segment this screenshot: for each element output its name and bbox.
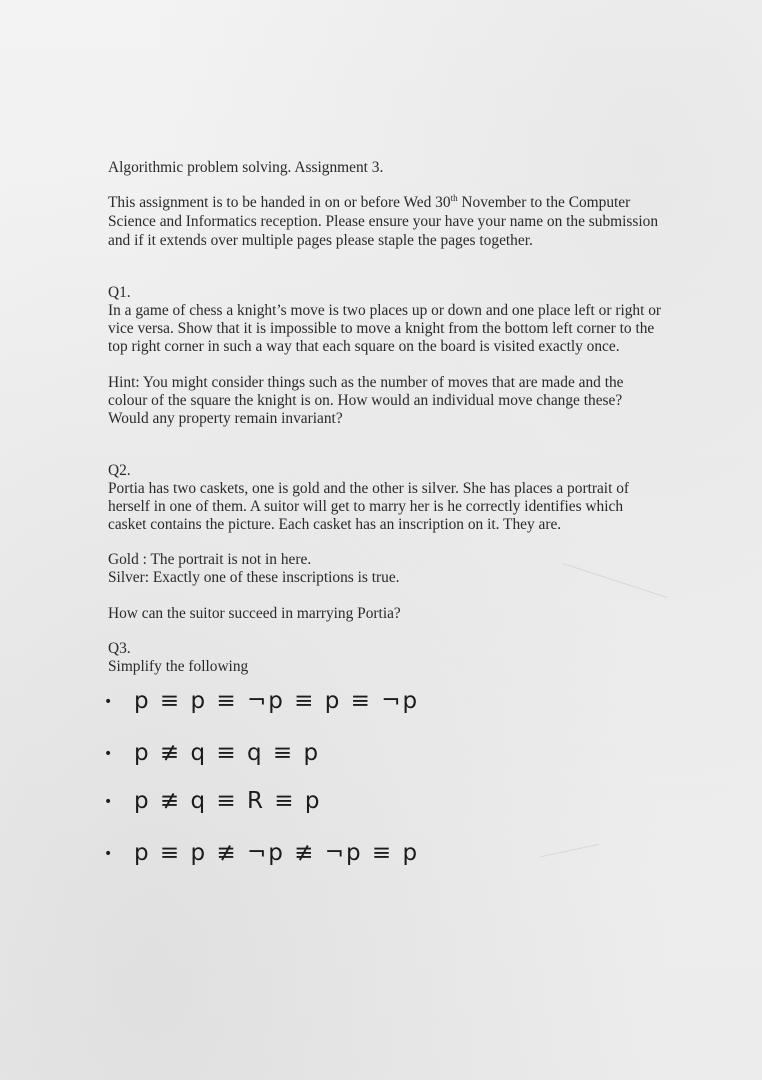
q1-hint-line: Would any property remain invariant? [108,410,343,427]
bullet-icon: • [104,745,113,762]
q1-label: Q1. [108,284,131,301]
q1-line: top right corner in such a way that each square on the board is visited exactly once. [108,338,620,355]
q3-label: Q3. [108,640,131,657]
bullet-icon: • [104,793,113,810]
bullet-icon: • [104,693,113,710]
expression-line [104,788,321,814]
paper-crease [541,844,600,857]
handwritten-expression: p ≢ q ≡ R ≡ p [134,788,322,814]
q2-line: Portia has two caskets, one is gold and the other is silver. She has places a portrait of [108,480,630,497]
gold-inscription: Gold : The portrait is not in here. [108,551,312,568]
expression-line [104,688,419,714]
expression-line [104,840,419,866]
q1-hint-line: colour of the square the knight is on. How would an individual move change these? [108,392,623,409]
q2-label: Q2. [108,462,131,479]
intro-line-1: This assignment is to be handed in on or before Wed 30th November to the Computer [108,192,631,211]
q3-instruction: Simplify the following [108,658,249,675]
handwritten-expression: p ≡ p ≢ ¬p ≢ ¬p ≡ p [134,840,420,866]
expression-line [104,740,320,766]
handwritten-expression: p ≡ p ≡ ¬p ≡ p ≡ ¬p [134,688,420,714]
assignment-title: Algorithmic problem solving. Assignment 3. [108,159,384,176]
bullet-icon: • [104,845,113,862]
q2-line: casket contains the picture. Each casket has an inscription on it. They are. [108,516,562,533]
q2-question: How can the suitor succeed in marrying Portia? [108,605,401,622]
intro-line-3: and if it extends over multiple pages please staple the pages together. [108,232,533,249]
silver-inscription: Silver: Exactly one of these inscriptions is true. [108,569,400,586]
q1-line: In a game of chess a knight’s move is two places up or down and one place left or right or [108,302,662,319]
q2-line: herself in one of them. A suitor will get to marry her is he correctly identifies which [108,498,624,515]
intro-line-2: Science and Informatics reception. Please ensure your have your name on the submission [108,213,659,230]
handwritten-expression: p ≢ q ≡ q ≡ p [134,740,321,766]
q1-line: vice versa. Show that it is impossible to move a knight from the bottom left corner to the [108,320,655,337]
q1-hint-line: Hint: You might consider things such as the number of moves that are made and the [108,374,624,391]
